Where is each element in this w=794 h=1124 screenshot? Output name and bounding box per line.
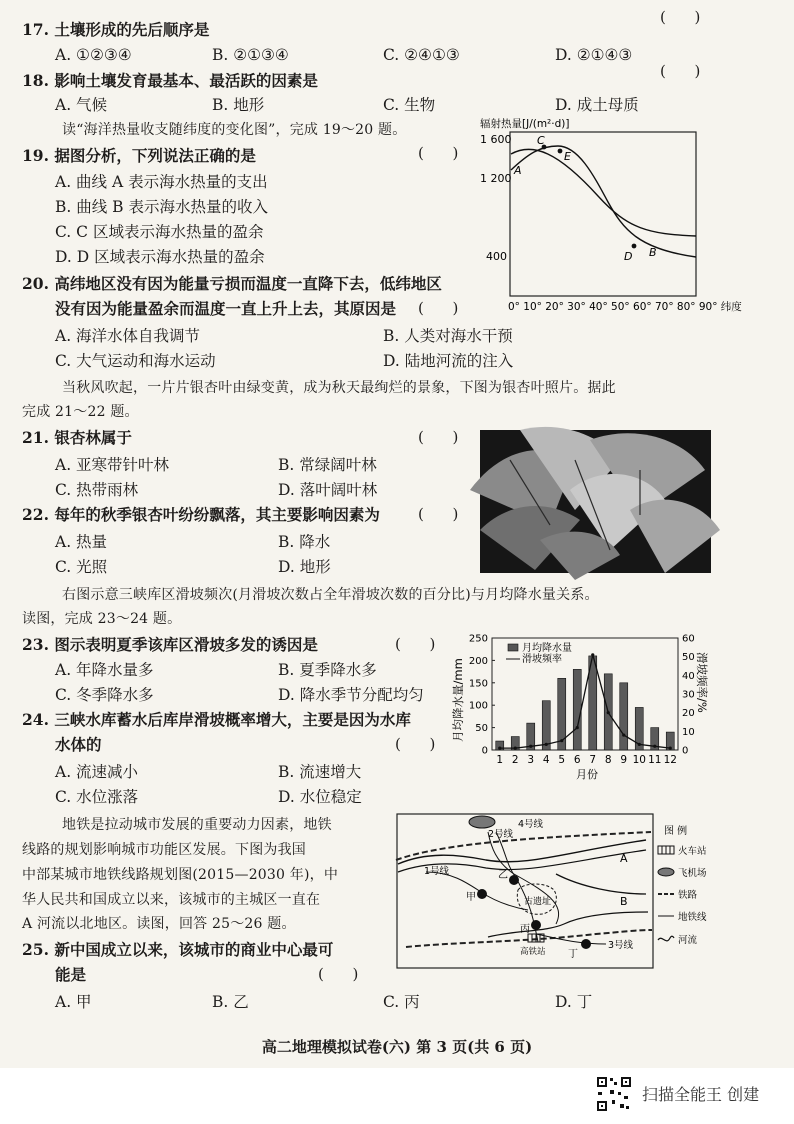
label-d: D (624, 250, 633, 263)
month-tick-label: 7 (589, 754, 597, 766)
left-tick-label: 250 (468, 633, 488, 645)
q20-option-b: B. 人类对海水干预 (383, 327, 513, 345)
rainfall-bar (573, 669, 581, 750)
q24-option-d: D. 水位稳定 (278, 788, 362, 806)
q20-option-a: A. 海洋水体自我调节 (55, 327, 201, 345)
q24-option-a: A. 流速减小 (55, 763, 139, 781)
scanner-watermark: 扫描全能王 创建 (642, 1085, 760, 1104)
legend-metro-line: 地铁线 (678, 912, 707, 923)
heat-budget-chart (478, 114, 742, 314)
label-e: E (564, 150, 571, 163)
chart-right-axis-label: 滑坡频率/% (695, 652, 709, 713)
location-jia: 甲 (466, 892, 476, 903)
metro-map (396, 812, 714, 972)
q21-option-b: B. 常绿阔叶林 (278, 456, 377, 474)
river-b-label: B (620, 895, 628, 908)
q22-option-c: C. 光照 (55, 558, 108, 576)
answer-bracket: ( ) (395, 735, 436, 753)
rainfall-bar (620, 683, 628, 750)
question-20-line2: 没有因为能量盈余而温度一直上升上去，其原因是 (55, 299, 397, 318)
q18-option-a: A. 气候 (55, 96, 108, 114)
question-25-line1: 25. 新中国成立以来，该城市的商业中心最可 (22, 940, 334, 959)
y-tick: 400 (486, 250, 507, 263)
q18-option-c: C. 生物 (383, 96, 436, 114)
right-tick-label: 50 (682, 652, 695, 664)
q17-option-c: C. ②④①③ (383, 46, 460, 64)
question-24-line1: 24. 三峡水库蓄水后库岸滑坡概率增大，主要是因为水库 (22, 710, 411, 729)
q19-option-a: A. 曲线 A 表示海水热量的支出 (55, 173, 268, 191)
chart-y-label: 辐射热量[J/(m²·d)] (480, 118, 570, 130)
month-tick-label: 6 (573, 754, 581, 766)
legend-landslide: 滑坡频率 (522, 654, 562, 665)
q19-option-c: C. C 区域表示海水热量的盈余 (55, 223, 264, 241)
q19-option-b: B. 曲线 B 表示海水热量的收入 (55, 198, 268, 216)
legend-railway: 铁路 (678, 890, 698, 901)
question-18: 18. 影响土壤发育最基本、最活跃的因素是 (22, 71, 318, 90)
q17-option-b: B. ②①③④ (212, 46, 289, 64)
legend-bar-swatch (508, 644, 518, 651)
q21-option-d: D. 落叶阔叶林 (278, 481, 378, 499)
answer-bracket: ( ) (395, 635, 436, 653)
answer-bracket: ( ) (418, 428, 459, 446)
location-bing: 丙 (520, 924, 530, 935)
left-tick-label: 200 (468, 655, 488, 667)
x-axis-ticks: 0° 10° 20° 30° 40° 50° 60° 70° 80° 90° 纬度 (508, 301, 742, 313)
q25-option-d: D. 丁 (555, 993, 593, 1011)
month-tick-label: 1 (496, 754, 504, 766)
q17-option-a: A. ①②③④ (55, 46, 132, 64)
q17-option-d: D. ②①④③ (555, 46, 633, 64)
question-19: 19. 据图分析，下列说法正确的是 (22, 146, 256, 165)
month-tick-label: 2 (511, 754, 519, 766)
y-tick: 1 600 (480, 133, 512, 146)
chart-left-axis-label: 月均降水量/mm (451, 658, 465, 742)
location-yi: 乙 (498, 870, 508, 881)
legend-rainfall: 月均降水量 (522, 643, 572, 654)
legend-river: 河流 (678, 935, 698, 946)
right-tick-label: 20 (682, 708, 695, 720)
month-tick-label: 11 (648, 754, 662, 766)
intro-25-26-line3: 中部某城市地铁线路规划图(2015—2030 年)，中 (22, 867, 339, 883)
q22-option-d: D. 地形 (278, 558, 331, 576)
page-footer: 高二地理模拟试卷(六) 第 3 页(共 6 页) (261, 1038, 533, 1056)
q25-option-c: C. 丙 (383, 993, 420, 1011)
location-ding: 丁 (568, 949, 578, 960)
y-tick: 1 200 (480, 172, 512, 185)
high-speed-station-label: 高铁站 (520, 947, 546, 957)
intro-23-24-line2: 读图，完成 23～24 题。 (22, 611, 182, 627)
right-tick-label: 0 (682, 745, 689, 757)
old-site-label: 古遗址 (524, 897, 552, 907)
left-tick-label: 150 (468, 678, 488, 690)
ginkgo-leaf-photo (480, 430, 711, 573)
answer-bracket: ( ) (318, 965, 359, 983)
scanner-bar (0, 1068, 794, 1124)
q22-option-a: A. 热量 (55, 533, 108, 551)
landslide-chart (448, 632, 710, 782)
question-24-line2: 水体的 (55, 735, 102, 754)
q23-option-a: A. 年降水量多 (55, 661, 154, 679)
answer-bracket: ( ) (418, 144, 459, 162)
right-tick-label: 10 (682, 726, 695, 738)
q25-option-b: B. 乙 (212, 993, 249, 1011)
river-a-label: A (620, 852, 628, 865)
q20-option-d: D. 陆地河流的注入 (383, 352, 514, 370)
q23-option-d: D. 降水季节分配均匀 (278, 686, 424, 704)
rainfall-bar (542, 701, 550, 750)
q21-option-c: C. 热带雨林 (55, 481, 139, 499)
left-tick-label: 50 (475, 723, 488, 735)
qr-code-icon (596, 1076, 632, 1112)
label-a: A (514, 164, 522, 177)
month-tick-label: 5 (558, 754, 566, 766)
month-tick-label: 12 (663, 754, 677, 766)
chart-x-label: 月份 (576, 768, 598, 781)
q18-option-b: B. 地形 (212, 96, 265, 114)
intro-19-20: 读“海洋热量收支随纬度的变化图”，完成 19～20 题。 (62, 122, 407, 138)
answer-bracket: ( ) (418, 299, 459, 317)
month-tick-label: 10 (632, 754, 646, 766)
q24-option-b: B. 流速增大 (278, 763, 362, 781)
month-tick-label: 9 (620, 754, 628, 766)
month-tick-label: 3 (527, 754, 535, 766)
question-22: 22. 每年的秋季银杏叶纷纷飘落，其主要影响因素为 (22, 505, 380, 524)
q20-option-c: C. 大气运动和海水运动 (55, 352, 216, 370)
question-17: 17. 土壤形成的先后顺序是 (22, 20, 210, 39)
right-tick-label: 30 (682, 689, 695, 701)
intro-25-26-line2: 线路的规划影响城市功能区发展。下图为我国 (22, 842, 306, 858)
intro-21-22-line2: 完成 21～22 题。 (22, 404, 139, 420)
question-21: 21. 银杏林属于 (22, 428, 132, 447)
intro-23-24-line1: 右图示意三峡库区滑坡频次(月滑坡次数占全年滑坡次数的百分比)与月均降水量关系。 (62, 587, 599, 603)
left-tick-label: 0 (481, 745, 488, 757)
question-20-line1: 20. 高纬地区没有因为能量亏损而温度一直降下去，低纬地区 (22, 274, 442, 293)
answer-bracket: ( ) (418, 505, 459, 523)
q25-option-a: A. 甲 (55, 993, 92, 1011)
landslide-frequency-line (500, 655, 671, 748)
q23-option-c: C. 冬季降水多 (55, 686, 154, 704)
intro-25-26-line5: A 河流以北地区。读图，回答 25～26 题。 (22, 916, 296, 932)
intro-25-26-line1: 地铁是拉动城市发展的重要动力因素，地铁 (62, 817, 332, 833)
month-tick-label: 8 (604, 754, 612, 766)
answer-bracket: ( ) (660, 62, 701, 80)
legend-airport: 飞机场 (678, 868, 707, 879)
legend-train-station: 火车站 (678, 846, 707, 857)
question-25-line2: 能是 (55, 965, 87, 984)
month-tick-label: 4 (542, 754, 550, 766)
right-tick-label: 60 (682, 633, 695, 645)
label-c: C (537, 134, 545, 147)
question-23: 23. 图示表明夏季该库区滑坡多发的诱因是 (22, 635, 318, 654)
q23-option-b: B. 夏季降水多 (278, 661, 377, 679)
intro-25-26-line4: 华人民共和国成立以来，该城市的主城区一直在 (22, 892, 321, 908)
line-4-label: 4号线 (518, 819, 544, 830)
intro-21-22-line1: 当秋风吹起，一片片银杏叶由绿变黄，成为秋天最绚烂的景象，下图为银杏叶照片。据此 (62, 380, 616, 396)
right-tick-label: 40 (682, 670, 695, 682)
q22-option-b: B. 降水 (278, 533, 331, 551)
line-3-label: 3号线 (608, 940, 634, 951)
legend-title: 图 例 (664, 826, 688, 837)
q19-option-d: D. D 区域表示海水热量的盈余 (55, 248, 265, 266)
label-b: B (649, 246, 657, 259)
q24-option-c: C. 水位涨落 (55, 788, 139, 806)
line-1-label: 1号线 (424, 866, 450, 877)
left-tick-label: 100 (468, 700, 488, 712)
line-2-label: 2号线 (488, 829, 514, 840)
answer-bracket: ( ) (660, 8, 701, 26)
q21-option-a: A. 亚寒带针叶林 (55, 456, 170, 474)
q18-option-d: D. 成土母质 (555, 96, 639, 114)
